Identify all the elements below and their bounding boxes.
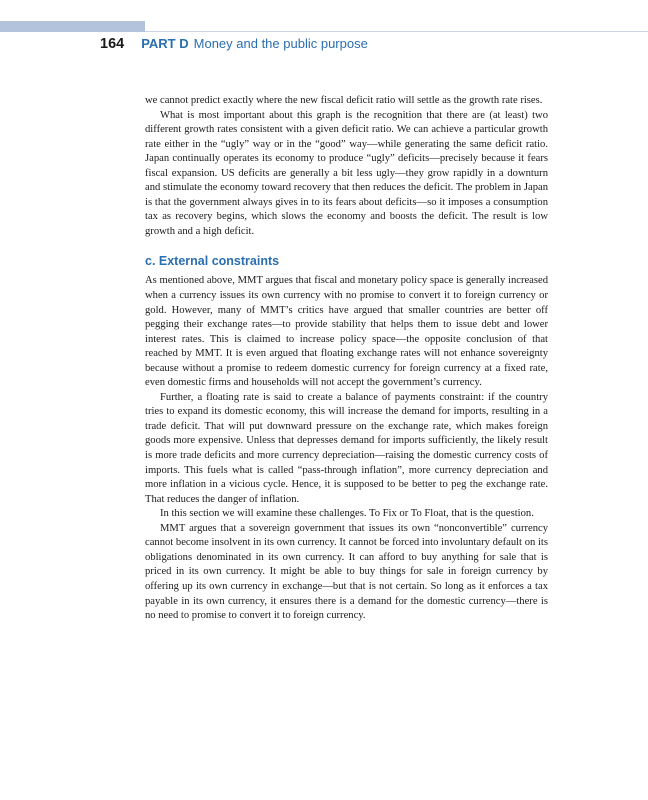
paragraph: As mentioned above, MMT argues that fiscal and monetary policy space is generally increased when a currency issues its own currency with no promise to convert it to foreign currency or gold. However, many of MMT’s critics have argued that smaller countries are better off pegging their exchange rates—to provide stability that helps them to issue debt and lower interest rates. This is claimed to increase policy space—the opposite conclusion of that reached by MMT. It is even argued that floating exchange rates will not enhance sovereignty because without a promise to redeem domestic currency for foreign currency at a fixed rate, even domestic firms and households will not accept the government’s currency. (145, 275, 548, 389)
part-title: Money and the public purpose (193, 36, 368, 51)
part-label: PART D (141, 36, 189, 51)
header-color-band (0, 21, 145, 32)
section-heading: c. External constraints (145, 254, 280, 269)
page-number: 164 (100, 36, 125, 52)
paragraph: In this section we will examine these challenges. To Fix or To Float, that is the question. (160, 508, 534, 520)
body-text (145, 94, 548, 624)
paragraph: Further, a floating rate is said to create a balance of payments constraint: if the country tries to expand its domestic economy, this will increase the demand for imports, resulting in a trade deficit. That will put downward pressure on the exchange rate, which makes foreign goods more expensive. Unless that depresses demand for imports sufficiently, the likely result is more trade deficits and more currency depreciation—raising the domestic currency costs of imports. This fuels what is called “pass-through inflation”, more currency depreciation and more inflation in a vicious cycle. Hence, it is supposed to be better to peg the exchange rate. That reduces the danger of inflation. (145, 391, 548, 505)
paragraph: What is most important about this graph is the recognition that there are (at least) two different growth rates consistent with a given deficit ratio. We can achieve a particular growth rate either in the “ugly” way or in the “good” way—while generating the same deficit ratio. Japan continually operates its economy to produce “ugly” deficits—precisely because it fears fiscal expansion. US deficits are generally a bit less ugly—they grow rapidly in a downturn and stimulate the economy toward recovery that then reduces the deficit. The problem in Japan is that the government always gives in to its fears about deficits—so it imposes a consumption tax as recovery begins, which slows the economy and boosts the deficit. The result is low growth and a high deficit. (145, 109, 548, 237)
paragraph-continuation: we cannot predict exactly where the new fiscal deficit ratio will settle as the growth rate rises. (145, 95, 543, 106)
paragraph: MMT argues that a sovereign government that issues its own “nonconvertible” currency cannot become insolvent in its own currency. It cannot be forced into involuntary default on its obligations denominated in its own currency. It can afford to buy anything for sale that is priced in its own currency. It might be able to buy things for sale in foreign currency by offering up its own currency in exchange—but that is not certain. So long as it enforces a tax payable in its own currency, it ensures there is a demand for the domestic currency—there is no need to promise to convert it to foreign currency. (145, 522, 548, 622)
running-head (100, 36, 368, 52)
header-rule (145, 31, 648, 32)
